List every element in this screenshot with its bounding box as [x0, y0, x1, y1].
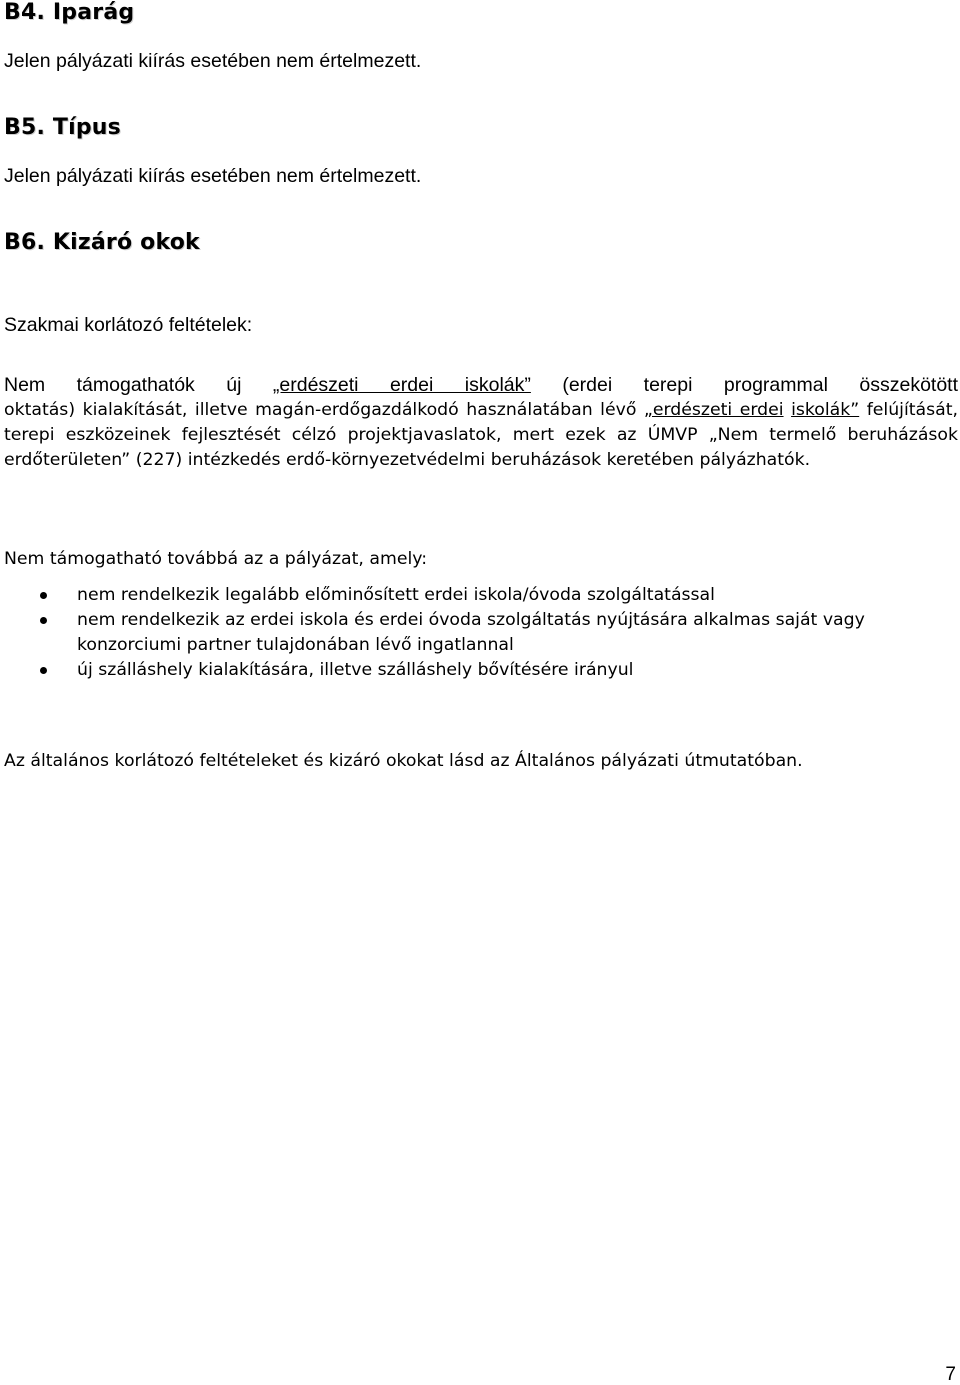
section-b5-text: Jelen pályázati kiírás esetében nem értelmezett. — [4, 165, 422, 187]
list-item-text: új szálláshely kialakítására, illetve szálláshely bővítésére irányul — [77, 660, 634, 680]
forest-school-term: „erdészeti erdei iskolák” — [272, 374, 531, 396]
restrictions-para-body — [4, 398, 958, 473]
general-note: Az általános korlátozó feltételeket és kizáró okokat lásd az Általános pályázati útmutatóban. — [4, 751, 803, 771]
not-supported-intro: Nem támogatható továbbá az a pályázat, amely: — [4, 549, 428, 569]
restrictions-para-line1 — [4, 373, 958, 398]
section-b6-heading: B6. Kizáró okok — [4, 230, 200, 255]
forest-school-term-2b: iskolák” — [791, 400, 860, 420]
list-item — [0, 583, 955, 608]
bullet-icon — [40, 667, 47, 674]
exclusion-list — [0, 583, 960, 683]
para1-line1-text-b: (erdei terepi programmal összekötött — [530, 374, 959, 396]
list-item-text: nem rendelkezik legalább előminősített erdei iskola/óvoda szolgáltatással — [77, 585, 715, 605]
para1-line1-text-a: Nem támogathatók új — [4, 374, 273, 396]
page-number: 7 — [945, 1364, 956, 1385]
section-b5-heading: B5. Típus — [4, 115, 121, 140]
section-b4-heading: B4. Iparág — [4, 0, 135, 25]
list-item — [0, 608, 955, 658]
bullet-icon — [40, 592, 47, 599]
section-b4-text: Jelen pályázati kiírás esetében nem értelmezett. — [4, 50, 422, 72]
bullet-icon — [40, 617, 47, 624]
para1-rest-text: felújítását, terepi eszközeinek fejlesztését célzó projektjavaslatok, mert ezek az ÚMVP „Nem termelő beruházások erdőterületen” (227) intézkedés erdő-környezetvédelmi beruházások keretében pályázhatók. — [4, 400, 958, 470]
list-item-text: nem rendelkezik az erdei iskola és erdei óvoda szolgáltatás nyújtására alkalmas saját vagy konzorciumi partner tulajdonában lévő ingatlannal — [77, 610, 865, 655]
list-item — [0, 658, 955, 683]
restrictions-intro: Szakmai korlátozó feltételek: — [4, 314, 253, 336]
forest-school-term-2a: „erdészeti erdei — [643, 400, 784, 420]
para1-line2-text-a: oktatás) kialakítását, illetve magán-erdőgazdálkodó használatában lévő — [4, 400, 644, 420]
